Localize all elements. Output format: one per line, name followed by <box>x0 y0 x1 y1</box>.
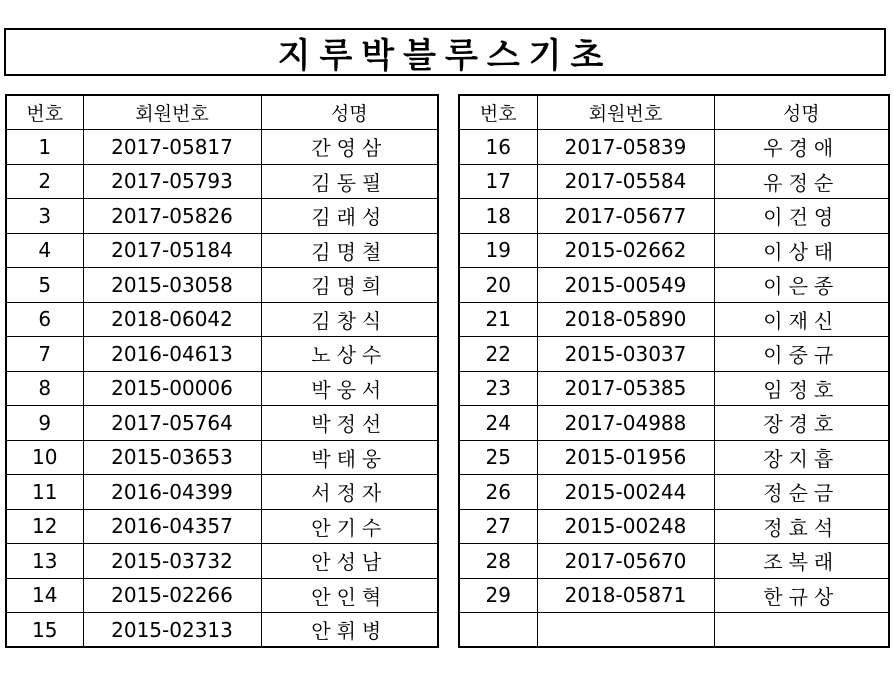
cell-number: 15 <box>6 613 83 648</box>
cell-name: 김창식 <box>261 302 438 337</box>
cell-number: 26 <box>459 475 537 510</box>
cell-number: 8 <box>6 371 83 406</box>
cell-number: 29 <box>459 578 537 613</box>
cell-number: 7 <box>6 337 83 372</box>
cell-member-id: 2015-00248 <box>537 509 714 544</box>
cell-member-id: 2017-05584 <box>537 164 714 199</box>
cell-member-id: 2016-04399 <box>83 475 261 510</box>
cell-number: 12 <box>6 509 83 544</box>
cell-name: 유정순 <box>714 164 889 199</box>
table-row <box>459 233 889 268</box>
cell-member-id: 2017-05385 <box>537 371 714 406</box>
cell-name: 김명철 <box>261 233 438 268</box>
cell-name: 이은종 <box>714 268 889 303</box>
cell-name: 간영삼 <box>261 130 438 165</box>
table-row <box>6 613 438 648</box>
table-row <box>459 509 889 544</box>
cell-name: 이재신 <box>714 302 889 337</box>
cell-member-id: 2015-02266 <box>83 578 261 613</box>
table-row <box>459 302 889 337</box>
cell-number: 3 <box>6 199 83 234</box>
header-member-id: 회원번호 <box>83 95 261 130</box>
cell-number: 11 <box>6 475 83 510</box>
cell-name: 조복래 <box>714 544 889 579</box>
table-row <box>6 509 438 544</box>
cell-member-id: 2017-05184 <box>83 233 261 268</box>
cell-member-id: 2015-00244 <box>537 475 714 510</box>
table-row <box>6 544 438 579</box>
cell-name: 안성남 <box>261 544 438 579</box>
left-roster-table <box>5 94 439 648</box>
cell-member-id: 2015-03653 <box>83 440 261 475</box>
cell-member-id: 2015-03037 <box>537 337 714 372</box>
cell-name <box>714 613 889 648</box>
cell-number: 2 <box>6 164 83 199</box>
table-row <box>6 268 438 303</box>
table-row <box>459 406 889 441</box>
table-row <box>6 337 438 372</box>
cell-member-id: 2017-05670 <box>537 544 714 579</box>
cell-member-id: 2015-00549 <box>537 268 714 303</box>
cell-number: 1 <box>6 130 83 165</box>
table-row <box>6 199 438 234</box>
cell-number: 18 <box>459 199 537 234</box>
cell-name: 박정선 <box>261 406 438 441</box>
cell-number: 17 <box>459 164 537 199</box>
cell-name: 김동필 <box>261 164 438 199</box>
cell-number: 13 <box>6 544 83 579</box>
cell-member-id: 2018-06042 <box>83 302 261 337</box>
cell-member-id: 2015-00006 <box>83 371 261 406</box>
cell-member-id <box>537 613 714 648</box>
table-row <box>459 337 889 372</box>
cell-name: 정순금 <box>714 475 889 510</box>
cell-member-id: 2015-02313 <box>83 613 261 648</box>
header-number: 번호 <box>459 95 537 130</box>
cell-name: 이상태 <box>714 233 889 268</box>
table-row <box>459 544 889 579</box>
table-row <box>6 371 438 406</box>
table-row <box>6 578 438 613</box>
cell-number: 27 <box>459 509 537 544</box>
table-row <box>459 199 889 234</box>
cell-name: 김명희 <box>261 268 438 303</box>
cell-name: 안휘병 <box>261 613 438 648</box>
cell-number: 22 <box>459 337 537 372</box>
cell-number <box>459 613 537 648</box>
table-row <box>6 406 438 441</box>
table-row <box>6 130 438 165</box>
cell-name: 정효석 <box>714 509 889 544</box>
cell-member-id: 2017-05826 <box>83 199 261 234</box>
cell-member-id: 2016-04357 <box>83 509 261 544</box>
cell-number: 21 <box>459 302 537 337</box>
header-name: 성명 <box>261 95 438 130</box>
cell-member-id: 2018-05890 <box>537 302 714 337</box>
cell-member-id: 2017-05817 <box>83 130 261 165</box>
cell-number: 5 <box>6 268 83 303</box>
cell-member-id: 2017-05764 <box>83 406 261 441</box>
table-row <box>459 268 889 303</box>
cell-name: 박태웅 <box>261 440 438 475</box>
cell-name: 안기수 <box>261 509 438 544</box>
cell-name: 박웅서 <box>261 371 438 406</box>
table-row <box>459 578 889 613</box>
cell-member-id: 2015-03058 <box>83 268 261 303</box>
cell-member-id: 2018-05871 <box>537 578 714 613</box>
cell-name: 장지흡 <box>714 440 889 475</box>
cell-number: 20 <box>459 268 537 303</box>
table-row <box>6 302 438 337</box>
cell-number: 14 <box>6 578 83 613</box>
table-row <box>459 371 889 406</box>
cell-name: 노상수 <box>261 337 438 372</box>
table-header-row <box>6 95 438 130</box>
cell-member-id: 2017-04988 <box>537 406 714 441</box>
cell-name: 서정자 <box>261 475 438 510</box>
cell-number: 4 <box>6 233 83 268</box>
cell-name: 임정호 <box>714 371 889 406</box>
cell-member-id: 2015-03732 <box>83 544 261 579</box>
table-row <box>6 233 438 268</box>
title-box <box>4 28 886 76</box>
table-row <box>459 130 889 165</box>
table-row <box>6 440 438 475</box>
cell-name: 안인혁 <box>261 578 438 613</box>
cell-number: 24 <box>459 406 537 441</box>
cell-number: 6 <box>6 302 83 337</box>
cell-number: 25 <box>459 440 537 475</box>
page-title: 지루박블루스기초 <box>277 35 613 76</box>
table-row <box>459 613 889 648</box>
cell-member-id: 2017-05793 <box>83 164 261 199</box>
cell-name: 김래성 <box>261 199 438 234</box>
table-header-row <box>459 95 889 130</box>
cell-number: 28 <box>459 544 537 579</box>
table-row <box>459 440 889 475</box>
cell-number: 10 <box>6 440 83 475</box>
header-name: 성명 <box>714 95 889 130</box>
header-member-id: 회원번호 <box>537 95 714 130</box>
cell-number: 19 <box>459 233 537 268</box>
cell-member-id: 2017-05677 <box>537 199 714 234</box>
cell-name: 장경호 <box>714 406 889 441</box>
cell-name: 한규상 <box>714 578 889 613</box>
cell-number: 9 <box>6 406 83 441</box>
cell-name: 이건영 <box>714 199 889 234</box>
cell-name: 이중규 <box>714 337 889 372</box>
cell-member-id: 2017-05839 <box>537 130 714 165</box>
table-row <box>6 164 438 199</box>
cell-member-id: 2015-02662 <box>537 233 714 268</box>
right-roster-table <box>458 94 890 648</box>
table-row <box>459 475 889 510</box>
cell-member-id: 2015-01956 <box>537 440 714 475</box>
header-number: 번호 <box>6 95 83 130</box>
cell-member-id: 2016-04613 <box>83 337 261 372</box>
cell-number: 16 <box>459 130 537 165</box>
table-row <box>6 475 438 510</box>
table-row <box>459 164 889 199</box>
cell-name: 우경애 <box>714 130 889 165</box>
cell-number: 23 <box>459 371 537 406</box>
